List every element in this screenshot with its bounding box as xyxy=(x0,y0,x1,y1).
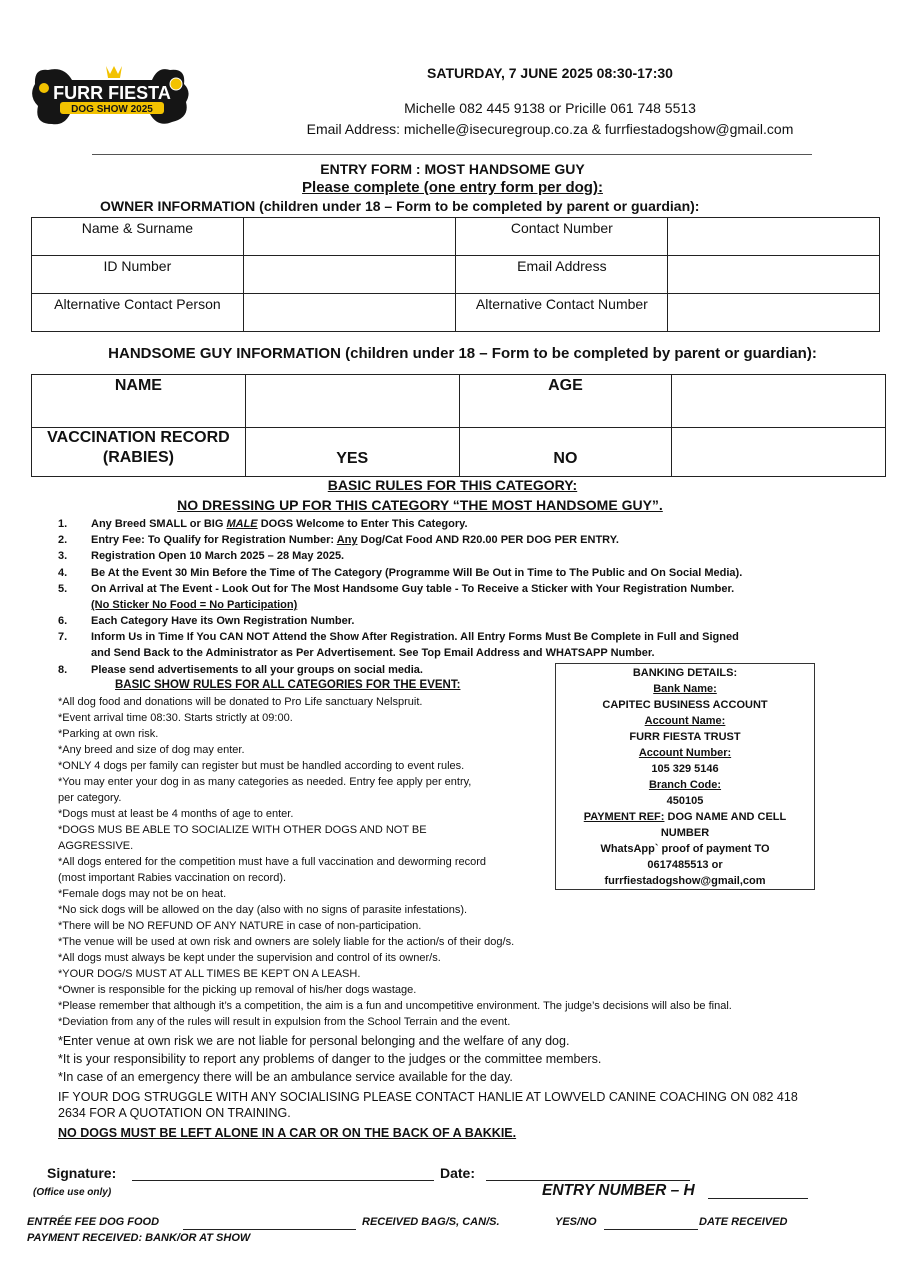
rule-number: 3. xyxy=(58,550,68,562)
rule-text: Be At the Event 30 Min Before the Time of The Category (Programme Will Be Out in Time to The Public and On Social Media). xyxy=(91,567,743,579)
show-rule-item: *Event arrival time 08:30. Starts strictly at 09:00. xyxy=(58,712,293,724)
show-rule-item: *Enter venue at own risk we are not liable for personal belonging and the welfare of any dog. xyxy=(58,1034,570,1048)
show-rule-item: *No sick dogs will be allowed on the day (also with no signs of parasite infestations). xyxy=(58,904,468,916)
date-received-field[interactable] xyxy=(604,1229,698,1230)
logo-title: FURR FIESTA xyxy=(53,83,171,103)
branch-code-value: 450105 xyxy=(666,795,704,807)
yes-no-label: YES/NO xyxy=(555,1216,597,1228)
payment-ref-label: PAYMENT REF: xyxy=(583,811,665,823)
dog-name-label: NAME xyxy=(32,375,246,428)
rule-number: 2. xyxy=(58,534,68,546)
whatsapp-proof: WhatsApp` proof of payment TO xyxy=(600,843,770,855)
show-rule-item: *Deviation from any of the rules will result in expulsion from the School Terrain and the event. xyxy=(58,1016,511,1028)
show-rule-item: *Owner is responsible for the picking up removal of his/her dogs wastage. xyxy=(58,984,417,996)
show-rule-item: *YOUR DOG/S MUST AT ALL TIMES BE KEPT ON A LEASH. xyxy=(58,968,361,980)
signature-field[interactable] xyxy=(132,1180,434,1181)
show-rule-item: (most important Rabies vaccination on record). xyxy=(58,872,287,884)
alt-contact-number-field[interactable] xyxy=(668,294,880,332)
owner-section-heading: OWNER INFORMATION (children under 18 – Form to be completed by parent or guardian): xyxy=(100,198,700,214)
rule-number: 5. xyxy=(58,583,68,595)
rule-number: 1. xyxy=(58,518,68,530)
show-rule-item: *Female dogs may not be on heat. xyxy=(58,888,227,900)
banking-details-box xyxy=(555,663,815,890)
alt-contact-person-field[interactable] xyxy=(243,294,456,332)
vaccination-label-line2: (RABIES) xyxy=(102,449,174,466)
account-number-value: 105 329 5146 xyxy=(651,763,719,775)
vaccination-yes-option[interactable]: YES xyxy=(245,428,459,477)
alt-contact-number-label: Alternative Contact Number xyxy=(456,294,668,332)
rule-text: On Arrival at The Event - Look Out for The Most Handsome Guy table - To Receive a Sticker with Your Registration Number. xyxy=(91,583,735,595)
training-contact-note: IF YOUR DOG STRUGGLE WITH ANY SOCIALISING PLEASE CONTACT HANLIE AT LOWVELD CANINE COACHING ON 082 418 2634 FOR A QUOTATION ON TRAINING. xyxy=(58,1090,798,1120)
owner-info-table xyxy=(31,217,880,332)
name-surname-field[interactable] xyxy=(243,218,456,256)
show-rule-item: *All dog food and donations will be donated to Pro Life sanctuary Nelspruit. xyxy=(58,696,423,708)
show-rule-item: *DOGS MUS BE ABLE TO SOCIALIZE WITH OTHER DOGS AND NOT BE xyxy=(58,824,427,836)
show-rules-heading: BASIC SHOW RULES FOR ALL CATEGORIES FOR THE EVENT: xyxy=(115,679,461,691)
rule-text: Dog/Cat Food AND R20.00 PER DOG PER ENTRY. xyxy=(357,534,619,546)
contact-number-label: Contact Number xyxy=(456,218,668,256)
show-rule-item: *There will be NO REFUND OF ANY NATURE in case of non-participation. xyxy=(58,920,422,932)
banking-title: BANKING DETAILS: xyxy=(632,667,738,679)
show-rule-item: AGGRESSIVE. xyxy=(58,840,134,852)
table-row xyxy=(32,294,880,332)
show-rule-item: *All dogs must always be kept under the supervision and control of its owner/s. xyxy=(58,952,441,964)
show-rule-item: *You may enter your dog in as many categories as needed. Entry fee apply per entry, xyxy=(58,776,472,788)
show-rule-item: *All dogs entered for the competition must have a full vaccination and deworming record xyxy=(58,856,487,868)
rule-number: 7. xyxy=(58,631,68,643)
rule-text: DOGS Welcome to Enter This Category. xyxy=(257,518,468,530)
rule-text: Registration Open 10 March 2025 – 28 May 2025. xyxy=(91,550,345,562)
dog-age-field[interactable] xyxy=(672,375,886,428)
show-rule-item: *The venue will be used at own risk and owners are solely liable for the action/s of their dog/s. xyxy=(58,936,515,948)
show-rule-item: *Please remember that although it’s a competition, the aim is a fun and uncompetitive environment. The judge’s decisions will also be final. xyxy=(58,1000,732,1012)
vaccination-field[interactable] xyxy=(672,428,886,477)
show-rule-item: *ONLY 4 dogs per family can register but must be handled according to event rules. xyxy=(58,760,465,772)
no-dressing-up-heading: NO DRESSING UP FOR THIS CATEGORY “THE MOST HANDSOME GUY”. xyxy=(177,497,663,513)
id-number-label: ID Number xyxy=(32,256,244,294)
rule-number: 4. xyxy=(58,567,68,579)
date-received-label: DATE RECEIVED xyxy=(699,1216,788,1228)
no-dogs-in-car-warning: NO DOGS MUST BE LEFT ALONE IN A CAR OR ON THE BACK OF A BAKKIE. xyxy=(58,1126,517,1140)
branch-code-label: Branch Code: xyxy=(648,779,722,791)
payment-received-label: PAYMENT RECEIVED: BANK/OR AT SHOW xyxy=(27,1232,251,1244)
show-rule-item: *In case of an emergency there will be an ambulance service available for the day. xyxy=(58,1070,513,1084)
rule-text: Any Breed SMALL or BIG xyxy=(91,518,227,530)
table-row xyxy=(32,218,880,256)
office-use-label: (Office use only) xyxy=(33,1187,112,1198)
id-number-field[interactable] xyxy=(243,256,456,294)
vaccination-label xyxy=(32,428,246,477)
alt-contact-person-label: Alternative Contact Person xyxy=(32,294,244,332)
vaccination-no-option[interactable]: NO xyxy=(459,428,672,477)
whatsapp-number: 0617485513 or xyxy=(647,859,723,871)
header-divider xyxy=(92,154,812,155)
contact-email: Email Address: michelle@isecuregroup.co.za & furrfiestadogshow@gmail.com xyxy=(306,121,794,137)
rule-number: 6. xyxy=(58,615,68,627)
rule-text: Each Category Have its Own Registration Number. xyxy=(91,615,355,627)
event-date: SATURDAY, 7 JUNE 2025 08:30-17:30 xyxy=(427,65,673,81)
contact-numbers: Michelle 082 445 9138 or Pricille 061 748 5513 xyxy=(404,100,696,116)
email-address-field[interactable] xyxy=(668,256,880,294)
rule-text: Please send advertisements to all your groups on social media. xyxy=(91,664,423,676)
payment-ref-value-cont: NUMBER xyxy=(660,827,710,839)
name-surname-label: Name & Surname xyxy=(32,218,244,256)
date-field[interactable] xyxy=(486,1180,690,1181)
account-name-label: Account Name: xyxy=(644,715,726,727)
entree-fee-label: ENTRÉE FEE DOG FOOD xyxy=(27,1216,160,1228)
contact-number-field[interactable] xyxy=(668,218,880,256)
vaccination-label-line1: VACCINATION RECORD xyxy=(47,429,230,446)
rule-text: Entry Fee: To Qualify for Registration Number: xyxy=(91,534,337,546)
show-rule-item: *Parking at own risk. xyxy=(58,728,159,740)
rule-number: 8. xyxy=(58,664,68,676)
date-label: Date: xyxy=(440,1165,476,1181)
bone-logo-icon xyxy=(30,62,192,134)
table-row xyxy=(32,375,886,428)
payment-ref xyxy=(556,810,814,824)
rule-any-emphasis: Any xyxy=(336,534,358,546)
show-rule-item: *Any breed and size of dog may enter. xyxy=(58,744,245,756)
show-rule-item: per category. xyxy=(58,792,122,804)
received-bags-label: RECEIVED BAG/S, CAN/S. xyxy=(362,1216,500,1228)
entry-number-field[interactable] xyxy=(708,1198,808,1199)
payment-email: furrfiestadogshow@gmail,com xyxy=(604,875,766,887)
dog-food-field[interactable] xyxy=(183,1229,356,1230)
table-row xyxy=(32,256,880,294)
furr-fiesta-logo xyxy=(30,62,192,134)
payment-ref-value: DOG NAME AND CELL xyxy=(664,811,787,823)
rule-male-emphasis: MALE xyxy=(226,518,258,530)
show-rule-item: *Dogs must at least be 4 months of age to enter. xyxy=(58,808,294,820)
logo-subtitle: DOG SHOW 2025 xyxy=(71,104,153,115)
email-address-label: Email Address xyxy=(456,256,668,294)
signature-label: Signature: xyxy=(47,1165,117,1181)
dog-age-label: AGE xyxy=(459,375,672,428)
entry-number-label: ENTRY NUMBER – H xyxy=(542,1182,695,1199)
table-row xyxy=(32,428,886,477)
category-rules-heading: BASIC RULES FOR THIS CATEGORY: xyxy=(327,477,578,493)
no-sticker-note: (No Sticker No Food = No Participation) xyxy=(91,599,298,611)
bank-name-value: CAPITEC BUSINESS ACCOUNT xyxy=(602,699,768,711)
show-rule-item: *It is your responsibility to report any problems of danger to the judges or the committee members. xyxy=(58,1052,602,1066)
rule-text-continued: and Send Back to the Administrator as Per Advertisement. See Top Email Address and WHATSAPP Number. xyxy=(91,647,655,659)
rule-text: Inform Us in Time If You CAN NOT Attend the Show After Registration. All Entry Forms Must Be Complete in Full and Signed xyxy=(91,631,739,643)
dog-info-table xyxy=(31,374,886,477)
account-number-label: Account Number: xyxy=(638,747,732,759)
handsome-guy-heading: HANDSOME GUY INFORMATION (children under 18 – Form to be completed by parent or guardian): xyxy=(108,345,817,362)
form-title: ENTRY FORM : MOST HANDSOME GUY xyxy=(320,161,585,177)
bank-name-label: Bank Name: xyxy=(653,683,717,695)
dog-name-field[interactable] xyxy=(245,375,459,428)
form-subtitle: Please complete (one entry form per dog): xyxy=(302,179,603,196)
account-name-value: FURR FIESTA TRUST xyxy=(629,731,741,743)
